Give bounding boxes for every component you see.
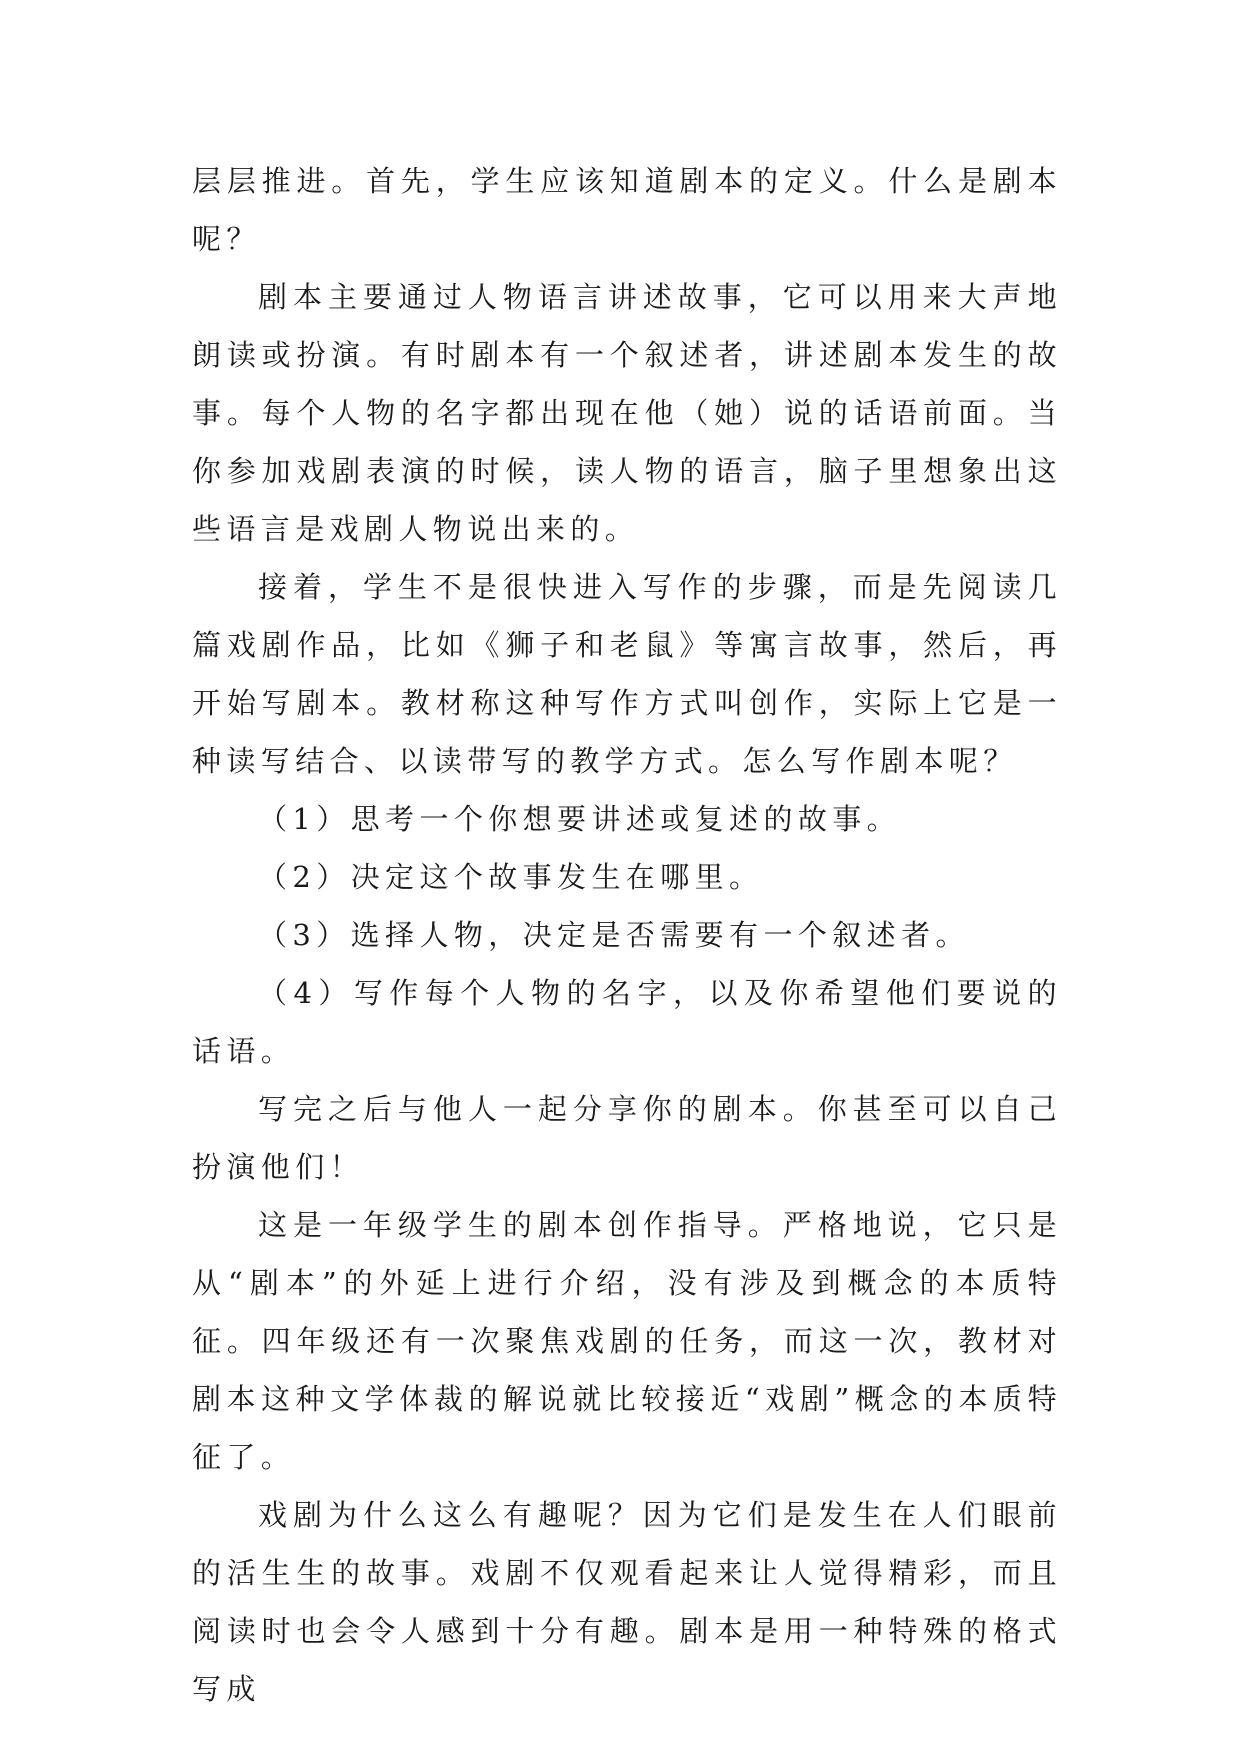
list-item-step-3: （3）选择人物，决定是否需要有一个叙述者。 (258, 918, 970, 952)
paragraph-share-script: 写完之后与他人一起分享你的剧本。你甚至可以自己扮演他们！ (192, 1092, 1062, 1184)
paragraph-reading-writing: 接着，学生不是很快进入写作的步骤，而是先阅读几篇戏剧作品，比如《狮子和老鼠》等寓言故事，然后，再开始写剧本。教材称这种写作方式叫创作，实际上它是一种读写结合、以读带写的教学方式。怎么写作剧本呢？ (192, 570, 1062, 778)
body-text (192, 152, 1062, 1718)
paragraph-script-definition: 剧本主要通过人物语言讲述故事，它可以用来大声地朗读或扮演。有时剧本有一个叙述者，讲述剧本发生的故事。每个人物的名字都出现在他（她）说的话语前面。当你参加戏剧表演的时候，读人物的语言，脑子里想象出这些语言是戏剧人物说出来的。 (192, 280, 1062, 546)
list-item-step-1: （1）思考一个你想要讲述或复述的故事。 (258, 802, 902, 836)
list-item-step-2: （2）决定这个故事发生在哪里。 (258, 860, 764, 894)
paragraph-grade-guidance: 这是一年级学生的剧本创作指导。严格地说，它只是从“剧本”的外延上进行介绍，没有涉及到概念的本质特征。四年级还有一次聚焦戏剧的任务，而这一次，教材对剧本这种文学体裁的解说就比较接近“戏剧”概念的本质特征了。 (192, 1208, 1062, 1474)
paragraph-why-drama-fun: 戏剧为什么这么有趣呢？因为它们是发生在人们眼前的活生生的故事。戏剧不仅观看起来让人觉得精彩，而且阅读时也会令人感到十分有趣。剧本是用一种特殊的格式写成 (192, 1498, 1062, 1706)
list-item-step-4: （4）写作每个人物的名字，以及你希望他们要说的话语。 (192, 976, 1062, 1068)
paragraph-continuation: 层层推进。首先，学生应该知道剧本的定义。什么是剧本呢？ (192, 164, 1062, 256)
